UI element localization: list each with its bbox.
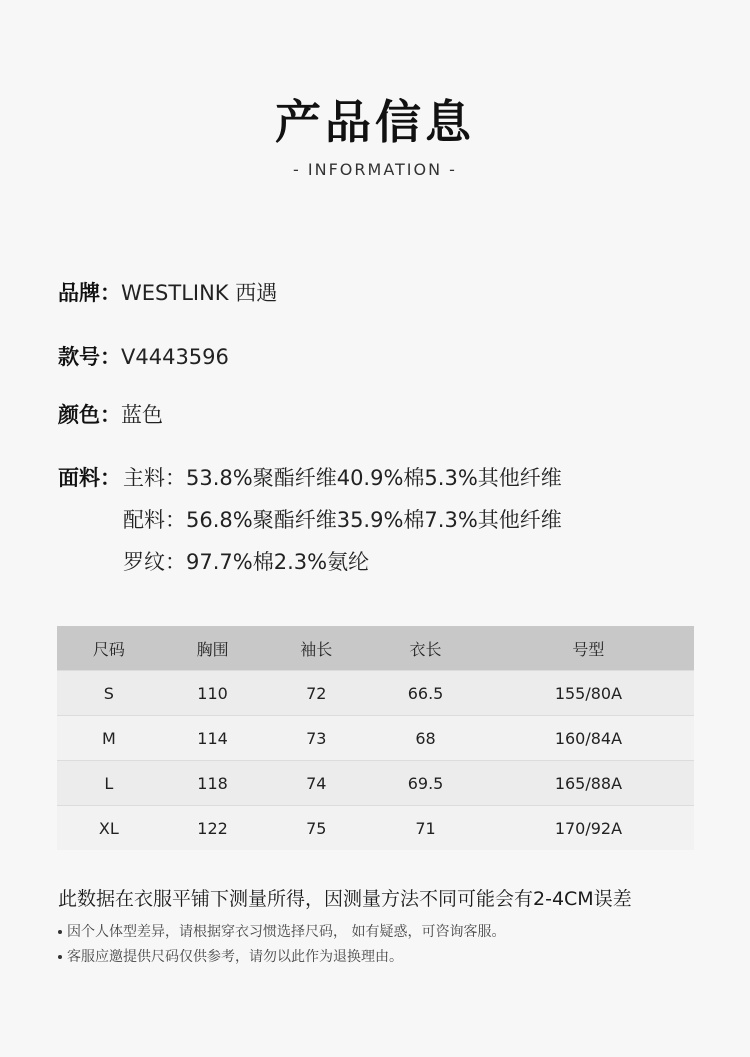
- fabric-rib-material: 罗纹：97.7%棉2.3%氨纶: [123, 550, 370, 574]
- header-size: 尺码: [57, 626, 161, 671]
- brand-label: 品牌：: [58, 281, 121, 305]
- header-sleeve: 袖长: [264, 626, 368, 671]
- bullet-dot-icon: [58, 930, 62, 934]
- fabric-secondary-material: 配料：56.8%聚酯纤维35.9%棉7.3%其他纤维: [123, 508, 562, 532]
- table-row: [57, 761, 694, 806]
- table-cell: 110: [161, 671, 265, 716]
- table-cell: 66.5: [368, 671, 483, 716]
- table-row: [57, 671, 694, 716]
- size-table-header: [57, 626, 694, 671]
- table-cell: 170/92A: [483, 806, 694, 851]
- table-cell: 73: [264, 716, 368, 761]
- table-cell: 71: [368, 806, 483, 851]
- table-cell: M: [57, 716, 161, 761]
- style-number-row: [58, 343, 229, 371]
- header-fit: 号型: [483, 626, 694, 671]
- color-row: [58, 401, 163, 429]
- table-cell: 69.5: [368, 761, 483, 806]
- color-label: 颜色：: [58, 403, 121, 427]
- page-title: 产品信息: [275, 95, 475, 149]
- note-bullet-text: 因个人体型差异，请根据穿衣习惯选择尺码， 如有疑惑，可咨询客服。: [67, 924, 506, 940]
- table-cell: 72: [264, 671, 368, 716]
- table-cell: L: [57, 761, 161, 806]
- measurement-note: 此数据在衣服平铺下测量所得，因测量方法不同可能会有2-4CM误差: [58, 888, 632, 910]
- table-cell: 74: [264, 761, 368, 806]
- table-cell: 155/80A: [483, 671, 694, 716]
- table-cell: S: [57, 671, 161, 716]
- table-cell: 118: [161, 761, 265, 806]
- fabric-label: 面料：: [58, 466, 121, 490]
- style-number-value: V4443596: [121, 345, 229, 369]
- header-length: 衣长: [368, 626, 483, 671]
- brand-value: WESTLINK 西遇: [121, 281, 278, 305]
- table-cell: 165/88A: [483, 761, 694, 806]
- table-cell: 160/84A: [483, 716, 694, 761]
- brand-row: [58, 279, 277, 307]
- table-cell: 75: [264, 806, 368, 851]
- bullet-dot-icon: [58, 955, 62, 959]
- page-subtitle: - INFORMATION -: [293, 160, 457, 179]
- table-cell: 114: [161, 716, 265, 761]
- table-cell: 68: [368, 716, 483, 761]
- note-bullet-text: 客服应邀提供尺码仅供参考，请勿以此作为退换理由。: [67, 949, 403, 965]
- fabric-row: [58, 464, 121, 492]
- note-bullet-item: [58, 946, 403, 966]
- note-bullet-item: [58, 921, 505, 941]
- table-cell: 122: [161, 806, 265, 851]
- fabric-main-material: 主料：53.8%聚酯纤维40.9%棉5.3%其他纤维: [123, 466, 562, 490]
- style-number-label: 款号：: [58, 345, 121, 369]
- size-table: [57, 626, 694, 850]
- table-row: [57, 716, 694, 761]
- color-value: 蓝色: [121, 403, 163, 427]
- table-cell: XL: [57, 806, 161, 851]
- header-chest: 胸围: [161, 626, 265, 671]
- table-row: [57, 806, 694, 851]
